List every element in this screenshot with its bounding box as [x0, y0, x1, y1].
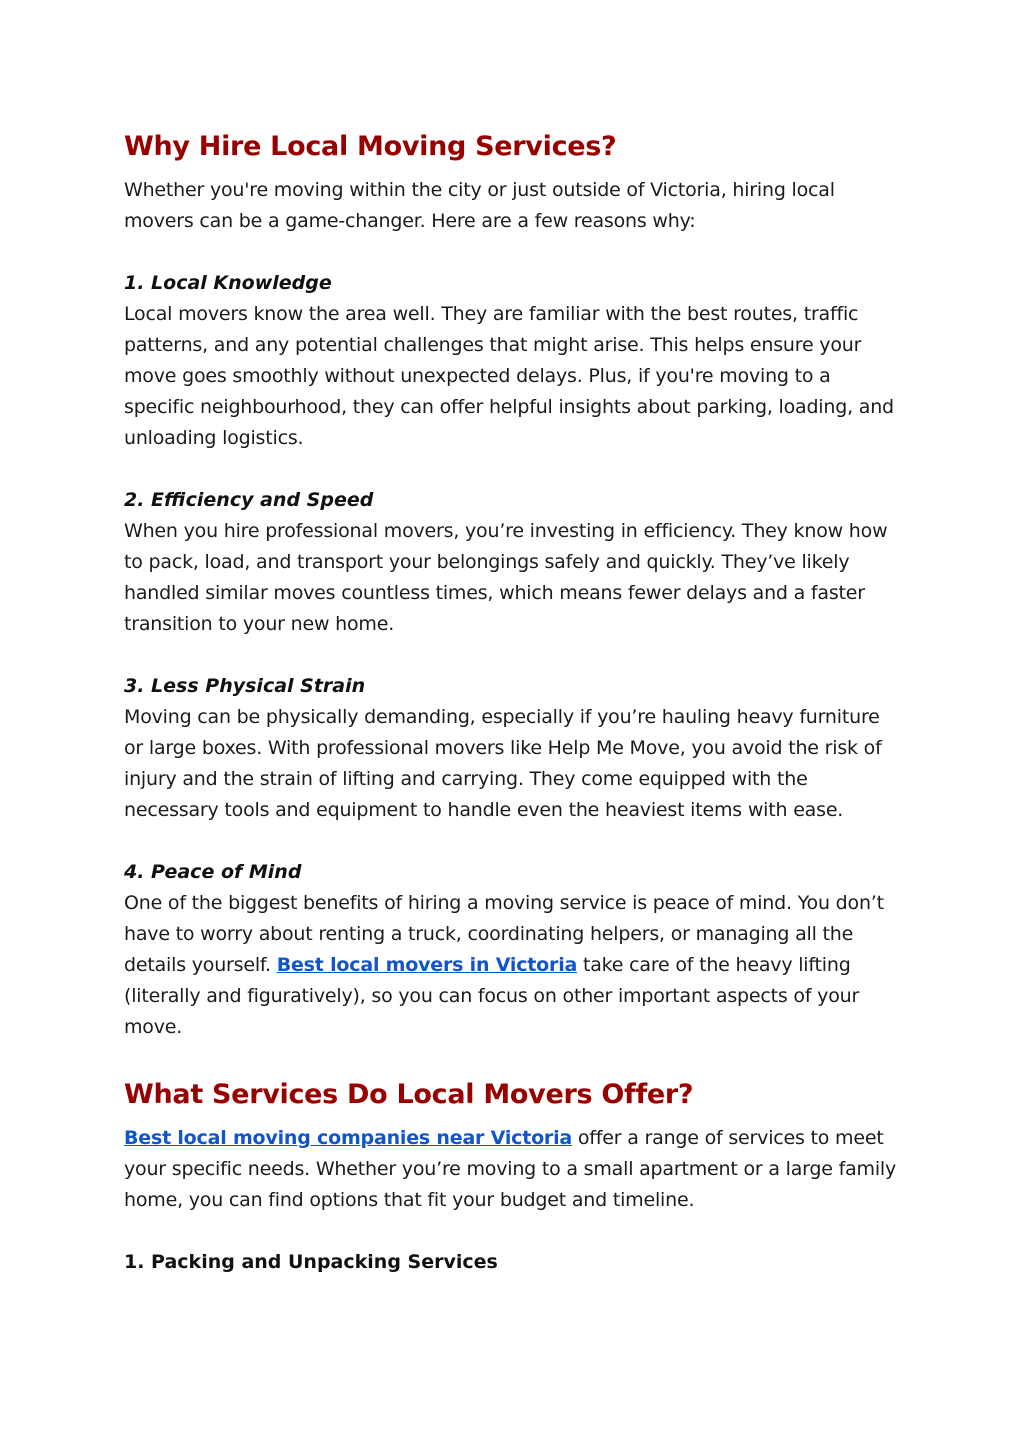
reason-peace-of-mind [124, 857, 904, 1043]
reason-body [124, 888, 904, 1043]
reason-heading: 3. Less Physical Strain [124, 675, 366, 697]
section-title-services-offered: What Services Do Local Movers Offer? [124, 1079, 694, 1110]
best-local-moving-companies-link[interactable]: Best local moving companies near Victoria [124, 1127, 573, 1149]
reason-body: When you hire professional movers, you’re investing in efficiency. They know how to pack, load, and transport your belongings safely and quickly. They’ve likely handled similar moves countless times, which means fewer delays and a faster transition to your new home. [124, 520, 888, 635]
best-local-movers-link[interactable]: Best local movers in Victoria [276, 954, 578, 976]
section-title-why-hire: Why Hire Local Moving Services? [124, 131, 617, 162]
reason-body: Moving can be physically demanding, especially if you’re hauling heavy furniture or large boxes. With professional movers like Help Me Move, you avoid the risk of injury and the strain of lifting and carrying. They come equipped with the necessary tools and equipment to handle even the heaviest items with ease. [124, 706, 882, 821]
reason-efficiency-speed [124, 485, 904, 640]
reason-heading: 2. Efficiency and Speed [124, 489, 374, 511]
reason-local-knowledge [124, 268, 904, 454]
service-packing-unpacking [124, 1247, 904, 1278]
section-intro-why-hire: Whether you're moving within the city or just outside of Victoria, hiring local movers can be a game-changer. Here are a few reasons why: [124, 179, 835, 232]
reason-body-after-link: take care of the heavy lifting (literally and figuratively), so you can focus on other important aspects of your move. [124, 954, 860, 1038]
reason-less-physical-strain [124, 671, 904, 826]
reason-body: Local movers know the area well. They are familiar with the best routes, traffic patterns, and any potential challenges that might arise. This helps ensure your move goes smoothly without unexpected delays. Plus, if you're moving to a specific neighbourhood, they can offer helpful insights about parking, loading, and unloading logistics. [124, 303, 894, 449]
document-page [124, 127, 904, 1278]
reason-body-before-link: One of the biggest benefits of hiring a moving service is peace of mind. You don’t have to worry about renting a truck, coordinating helpers, or managing all the details yourself. [124, 892, 884, 976]
section-intro-after-link: offer a range of services to meet your specific needs. Whether you’re moving to a small apartment or a large family home, you can find options that fit your budget and timeline. [124, 1127, 897, 1211]
service-heading: 1. Packing and Unpacking Services [124, 1251, 498, 1273]
section-intro-services-offered [124, 1123, 904, 1216]
reason-heading: 4. Peace of Mind [124, 861, 302, 883]
reason-heading: 1. Local Knowledge [124, 272, 332, 294]
